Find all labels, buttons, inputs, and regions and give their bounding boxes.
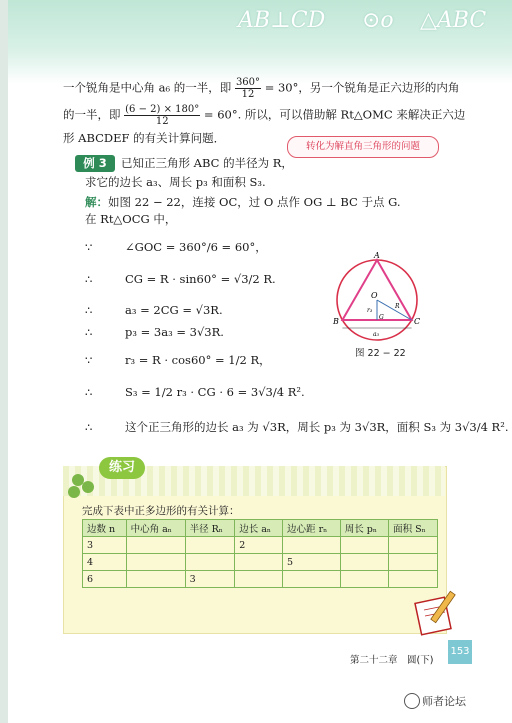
paragraph-line-3: 形 ABCDEF 的有关计算问题． [63, 131, 226, 145]
column-header: 周长 pₙ [340, 520, 388, 537]
table-cell [389, 554, 438, 571]
fraction [124, 104, 200, 127]
symbol: ∴ [85, 303, 93, 317]
text: = 60°. 所以，可以借助解 Rt△OMC 来解决正六边 [203, 107, 466, 122]
solution-label: 解： [85, 195, 108, 209]
chapter-footer: 第二十二章 圆(下) [350, 655, 434, 666]
example-badge: 例 3 [75, 155, 115, 172]
paragraph-line-1 [63, 77, 459, 100]
text: r₃ = R · cos60° = 1/2 R， [125, 353, 271, 367]
paragraph-line-2 [63, 104, 465, 127]
inscribed-triangle-figure [327, 250, 437, 360]
step [85, 240, 267, 255]
margin-note: 转化为解直角三角形的问题 [287, 136, 439, 158]
label-r3: r₃ [367, 307, 373, 314]
table-cell [126, 554, 185, 571]
label-radius: R [395, 303, 400, 310]
step [85, 420, 508, 435]
column-header: 边数 n [83, 520, 127, 537]
header-decoration-triangle: △ABC [420, 8, 487, 33]
step [85, 325, 224, 340]
text: CG = R · sin60° = √3/2 R. [125, 272, 276, 286]
polygon-table [82, 519, 438, 588]
text: 的一半，即 [63, 107, 121, 122]
step [85, 353, 271, 368]
pencil-notebook-icon [412, 586, 464, 638]
table-cell [283, 571, 341, 588]
table-cell: 2 [235, 537, 283, 554]
practice-prompt: 完成下表中正多边形的有关计算： [82, 505, 240, 517]
text: 如图 22 − 22，连接 OC，过 O 点作 OG ⊥ BC 于点 G. [108, 195, 401, 209]
table-row [83, 571, 438, 588]
table-cell [235, 571, 283, 588]
text: 这个正三角形的边长 a₃ 为 √3R，周长 p₃ 为 3√3R，面积 S₃ 为 3√3/4 R². [125, 420, 509, 434]
text: p₃ = 3a₃ = 3√3R. [125, 325, 224, 339]
label-c: C [414, 317, 421, 326]
watermark-text: 师者论坛 [422, 695, 466, 708]
table-cell [185, 554, 235, 571]
column-header: 面积 Sₙ [389, 520, 438, 537]
symbol: ∵ [85, 240, 93, 254]
solution-line-2: 在 Rt△OCG 中， [85, 212, 177, 226]
table-cell: 4 [83, 554, 127, 571]
column-header: 半径 Rₙ [185, 520, 235, 537]
text: S₃ = 1/2 r₃ · CG · 6 = 3√3/4 R². [125, 385, 305, 399]
denominator: 12 [241, 89, 255, 100]
label-a3: a₃ [373, 331, 379, 338]
text: a₃ = 2CG = √3R. [125, 303, 223, 317]
text: = 30°，另一个锐角是正六边形的内角 [264, 80, 460, 95]
text: 一个锐角是中心角 a₆ 的一半，即 [63, 80, 232, 95]
column-header: 边心距 rₙ [283, 520, 341, 537]
header-decoration-circle: ⊙o [362, 8, 394, 33]
table-cell: 3 [185, 571, 235, 588]
label-g: G [379, 314, 384, 321]
label-o: O [371, 291, 378, 300]
table-cell [340, 554, 388, 571]
table-cell [340, 537, 388, 554]
grape-decoration [68, 486, 80, 498]
text: ∠GOC = 360°/6 = 60°， [125, 240, 267, 254]
table-cell [340, 571, 388, 588]
page-number: 153 [448, 640, 472, 664]
symbol: ∵ [85, 353, 93, 367]
column-header: 中心角 aₙ [126, 520, 185, 537]
fraction [235, 77, 261, 100]
table-cell: 3 [83, 537, 127, 554]
label-a: A [374, 251, 380, 260]
step [85, 272, 276, 287]
figure-caption: 图 22 − 22 [355, 348, 406, 359]
symbol: ∴ [85, 385, 93, 399]
table-cell [185, 537, 235, 554]
step [85, 385, 305, 400]
label-b: B [333, 317, 339, 326]
column-header: 边长 aₙ [235, 520, 283, 537]
solution-line-1 [85, 195, 401, 210]
table-row [83, 537, 438, 554]
grape-decoration [82, 481, 94, 493]
table-header-row [83, 520, 438, 537]
numerator: 360° [235, 77, 261, 88]
page-edge [0, 0, 8, 723]
symbol: ∴ [85, 325, 93, 339]
wechat-logo-icon [404, 693, 420, 709]
table-cell: 5 [283, 554, 341, 571]
table-cell [389, 537, 438, 554]
table-cell [283, 537, 341, 554]
table-cell [235, 554, 283, 571]
numerator: (6 − 2) × 180° [125, 104, 200, 115]
header-decoration-perpendicular: AB⊥CD [238, 8, 326, 33]
practice-title: 练习 [99, 457, 145, 479]
step [85, 303, 223, 318]
symbol: ∴ [85, 272, 93, 286]
table-cell [126, 571, 185, 588]
example-question-1: 已知正三角形 ABC 的半径为 R， [121, 156, 293, 170]
table-cell: 6 [83, 571, 127, 588]
table-row [83, 554, 438, 571]
example-question-2: 求它的边长 a₃、周长 p₃ 和面积 S₃. [85, 175, 266, 189]
denominator: 12 [155, 116, 169, 127]
symbol: ∴ [85, 420, 93, 434]
table-cell [126, 537, 185, 554]
table-cell [389, 571, 438, 588]
